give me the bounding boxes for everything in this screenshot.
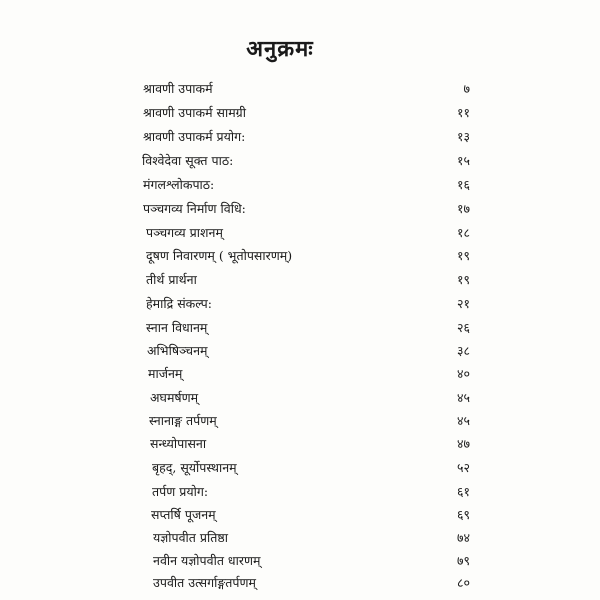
toc-entry-page-number: ४० bbox=[456, 366, 470, 381]
toc-entry-page-number: १३ bbox=[456, 129, 470, 144]
toc-entry-page-number: २१ bbox=[456, 296, 470, 311]
toc-entry bbox=[0, 317, 600, 339]
toc-entry bbox=[0, 102, 600, 124]
toc-entry-page-number: ३८ bbox=[456, 343, 470, 358]
toc-entry-title: सप्तर्षि पूजनम् bbox=[151, 507, 216, 522]
toc-entry-page-number: ४७ bbox=[456, 436, 470, 451]
toc-entry bbox=[0, 363, 600, 385]
toc-entry-page-number: १९ bbox=[456, 272, 470, 287]
toc-entry-title: अभिषिञ्चनम् bbox=[147, 343, 208, 358]
toc-entry-page-number: ११ bbox=[456, 105, 470, 120]
toc-entry-title: तर्पण प्रयोग: bbox=[152, 484, 209, 499]
toc-entry bbox=[0, 457, 600, 479]
toc-entry-page-number: ८० bbox=[456, 575, 470, 590]
toc-entry bbox=[0, 340, 600, 362]
toc-entry-page-number: १७ bbox=[456, 201, 470, 216]
toc-entry-title: तीर्थ प्रार्थना bbox=[146, 272, 197, 287]
toc-entry-title: श्रावणी उपाकर्म सामग्री bbox=[143, 105, 246, 120]
toc-entry-page-number: ४५ bbox=[456, 390, 470, 405]
toc-entry-page-number: १६ bbox=[456, 177, 470, 192]
toc-entry-title: यज्ञोपवीत प्रतिष्ठा bbox=[153, 530, 228, 545]
toc-entry-title: श्रावणी उपाकर्म प्रयोग: bbox=[143, 129, 246, 144]
table-of-contents bbox=[0, 72, 600, 592]
toc-entry-page-number: ५२ bbox=[456, 460, 470, 475]
toc-entry-title: विश्वेदेवा सूक्त पाठ: bbox=[142, 153, 234, 168]
toc-entry-title: नवीन यज्ञोपवीत धारणम् bbox=[153, 553, 261, 568]
toc-entry-page-number: ७९ bbox=[456, 553, 470, 568]
toc-entry bbox=[0, 387, 600, 409]
toc-entry-page-number: ७४ bbox=[456, 530, 470, 545]
toc-entry-title: हेमाद्रि संकल्प: bbox=[146, 296, 212, 311]
toc-entry bbox=[0, 269, 600, 291]
toc-entry bbox=[0, 550, 600, 572]
toc-entry bbox=[0, 78, 600, 100]
toc-entry-page-number: १९ bbox=[456, 248, 470, 263]
toc-entry-title: सन्ध्योपासना bbox=[150, 436, 207, 451]
toc-entry-title: उपवीत उत्सर्गाङ्गतर्पणम् bbox=[153, 575, 257, 590]
toc-entry-page-number: ६९ bbox=[456, 507, 470, 522]
toc-entry-title: दूषण निवारणम् ( भूतोपसारणम्) bbox=[146, 248, 293, 263]
toc-entry bbox=[0, 174, 600, 196]
toc-entry-title: बृहद्, सूर्योपस्थानम् bbox=[152, 460, 237, 475]
toc-entry-title: मार्जनम् bbox=[148, 366, 183, 381]
toc-entry-title: पञ्चगव्य प्राशनम् bbox=[146, 225, 223, 240]
toc-entry bbox=[0, 293, 600, 315]
toc-entry bbox=[0, 126, 600, 148]
toc-entry-title: पञ्चगव्य निर्माण विधि: bbox=[143, 201, 246, 216]
toc-entry-title: मंगलश्लोकपाठ: bbox=[143, 177, 215, 192]
toc-entry-title: स्नान विधानम् bbox=[146, 320, 208, 335]
toc-entry-page-number: ७ bbox=[463, 81, 470, 96]
page-title: अनुक्रमः bbox=[246, 35, 314, 62]
toc-entry bbox=[0, 433, 600, 455]
toc-entry bbox=[0, 245, 600, 267]
toc-entry-page-number: ६१ bbox=[456, 484, 470, 499]
toc-entry bbox=[0, 572, 600, 594]
toc-entry-page-number: १८ bbox=[456, 225, 470, 240]
toc-entry bbox=[0, 150, 600, 172]
toc-entry bbox=[0, 198, 600, 220]
toc-entry-page-number: १५ bbox=[456, 153, 470, 168]
toc-entry-page-number: ४५ bbox=[456, 413, 470, 428]
toc-entry bbox=[0, 481, 600, 503]
toc-entry-title: श्रावणी उपाकर्म bbox=[143, 81, 213, 96]
toc-entry bbox=[0, 410, 600, 432]
toc-entry bbox=[0, 504, 600, 526]
toc-entry bbox=[0, 222, 600, 244]
toc-entry bbox=[0, 527, 600, 549]
toc-entry-page-number: २६ bbox=[456, 320, 470, 335]
toc-entry-title: अघमर्षणम् bbox=[150, 390, 199, 405]
toc-entry-title: स्नानाङ्ग तर्पणम् bbox=[149, 413, 217, 428]
